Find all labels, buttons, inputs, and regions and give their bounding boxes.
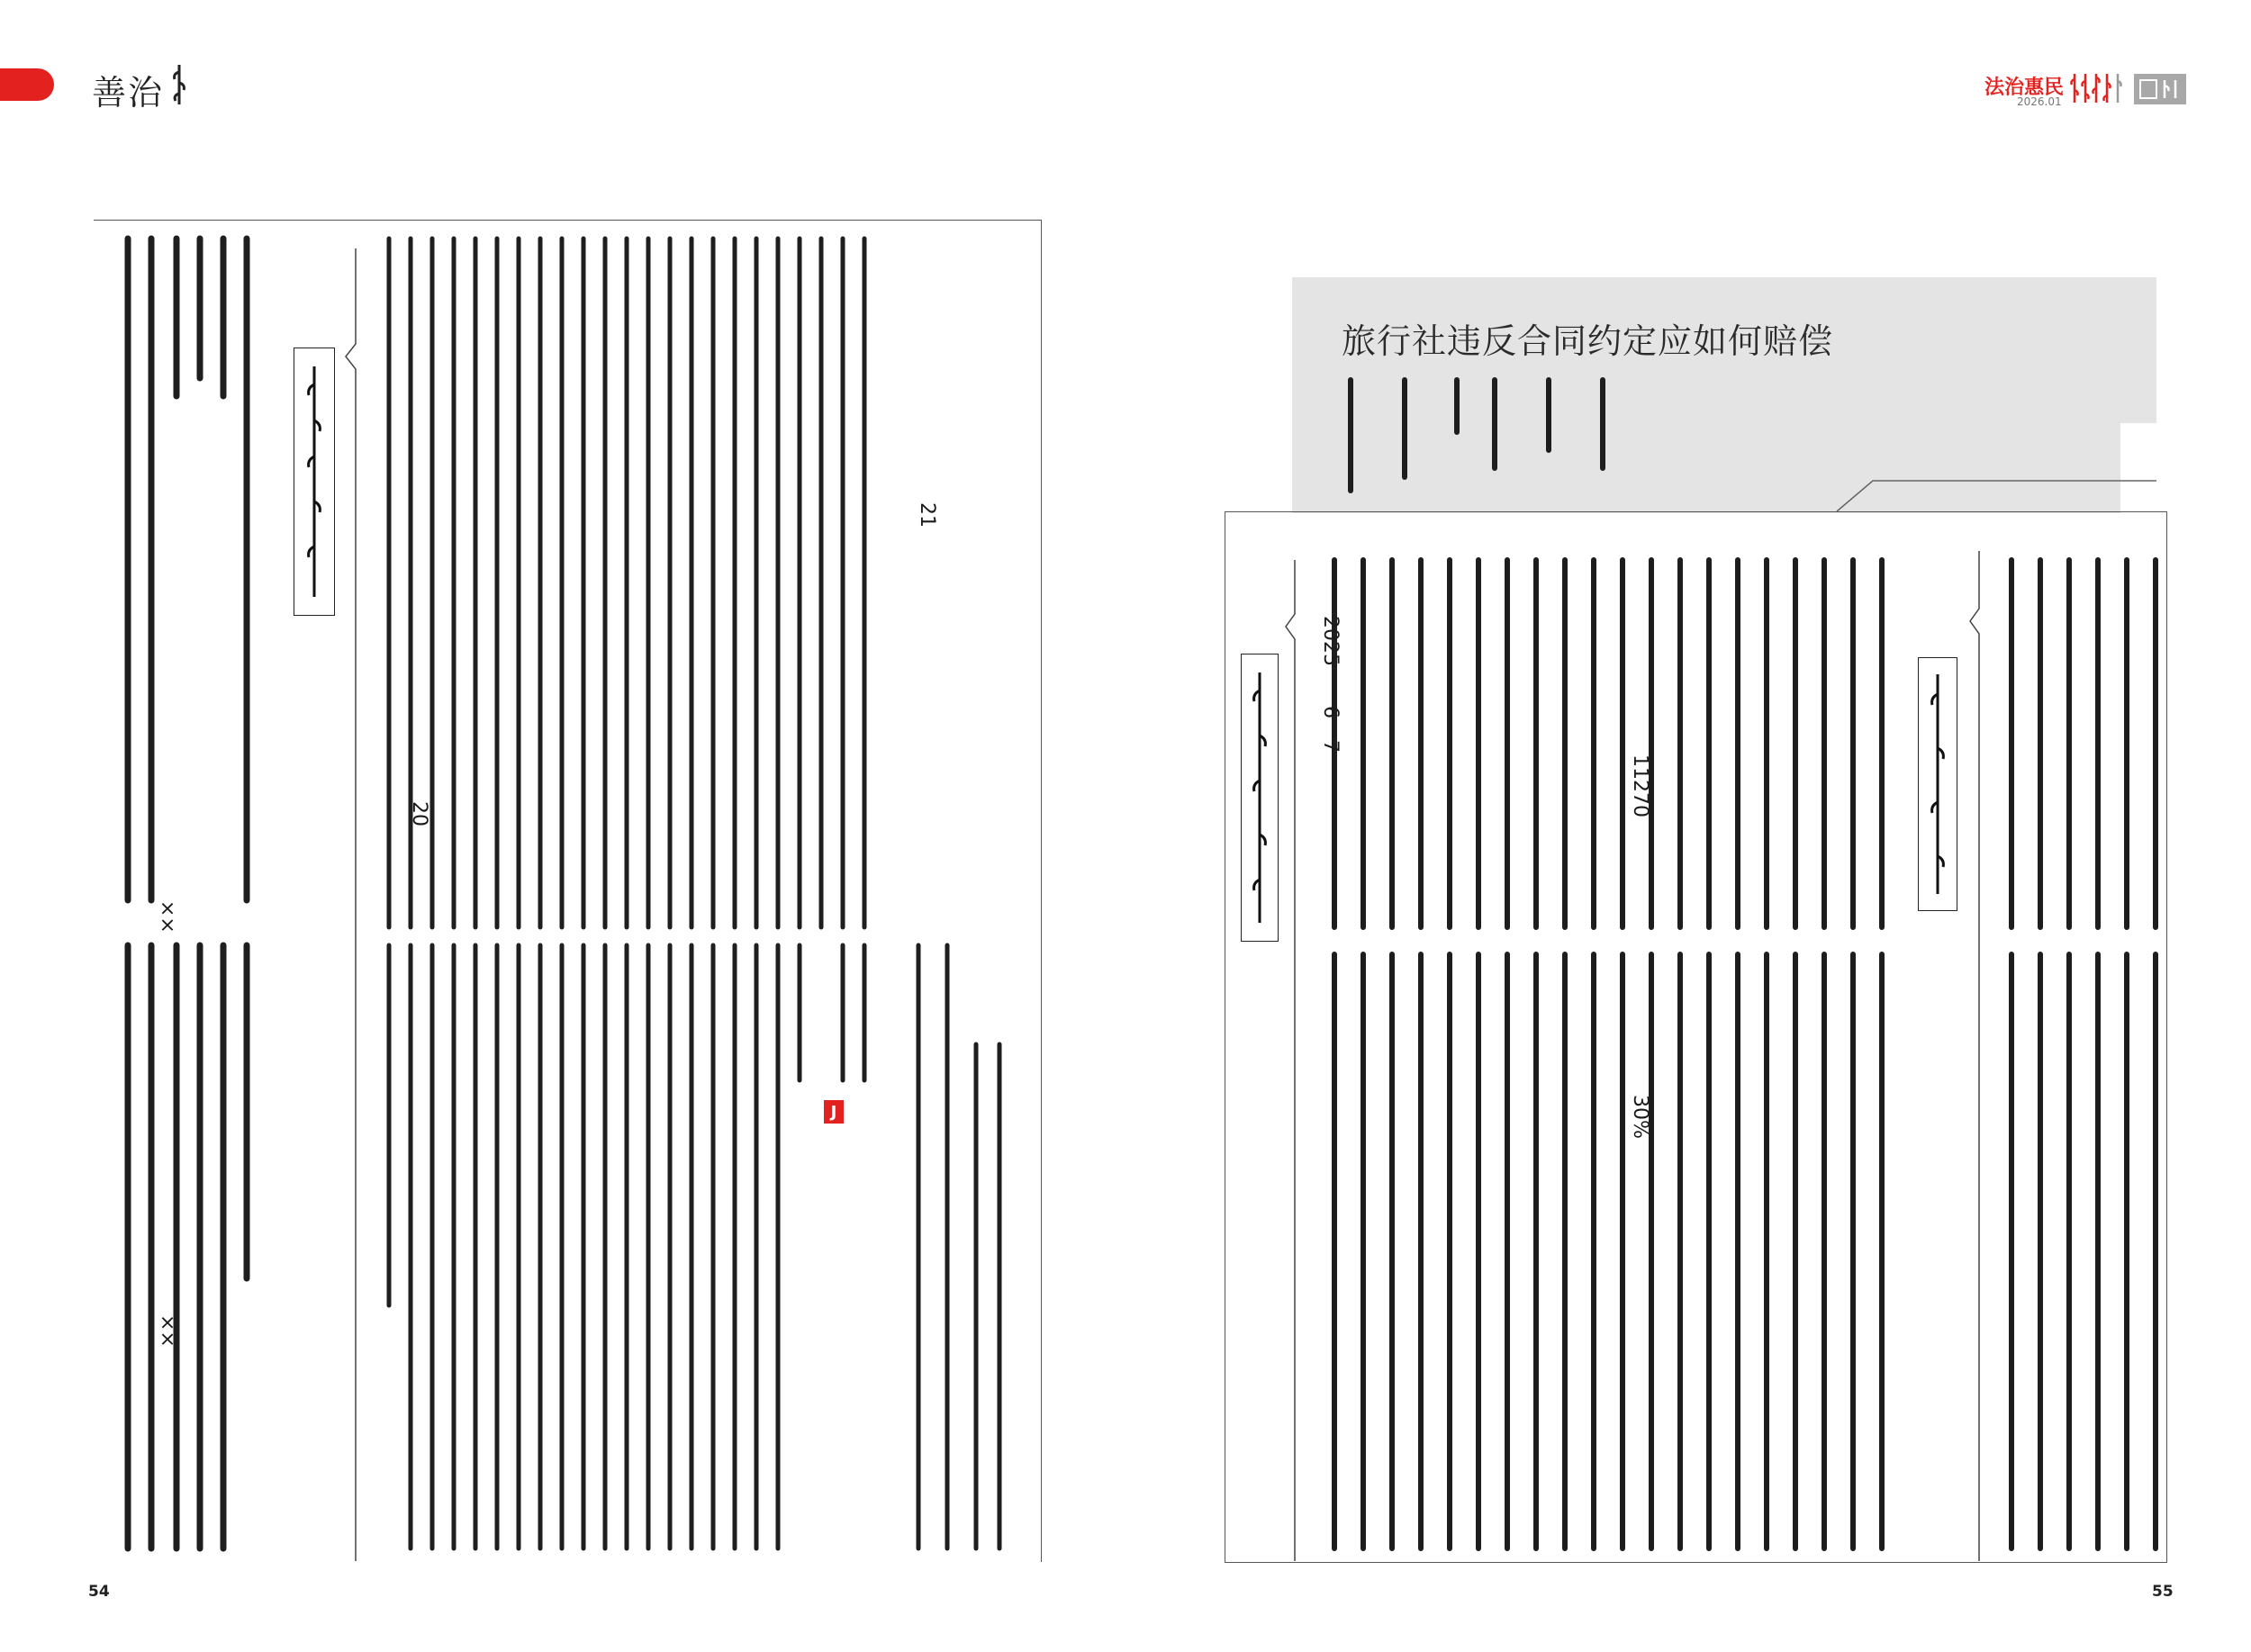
right-inline-date-day: 7: [1319, 740, 1342, 753]
left-inline-number-2: 20: [408, 801, 430, 826]
left-inline-number-1: 21: [916, 502, 938, 528]
article-start-marker: J: [824, 1100, 844, 1124]
magazine-name: 法治惠民: [1984, 77, 2065, 99]
left-footer-date-1: ××: [156, 900, 178, 934]
right-inline-number-2: 30%: [1629, 1095, 1651, 1139]
page-number-right: 55: [2152, 1583, 2174, 1601]
section-title: 善治: [92, 73, 165, 113]
issue-date: 2026.01: [2017, 95, 2062, 108]
page-number-left: 54: [88, 1583, 110, 1601]
right-inline-date-year: 2025: [1319, 616, 1342, 666]
right-inline-number-1: 11270: [1629, 754, 1651, 817]
left-footer-date-2: ××: [156, 1314, 178, 1348]
article-title: 旅行社违反合同约定应如何赔偿: [1342, 321, 1834, 361]
right-inline-date-month: 6: [1319, 706, 1342, 718]
